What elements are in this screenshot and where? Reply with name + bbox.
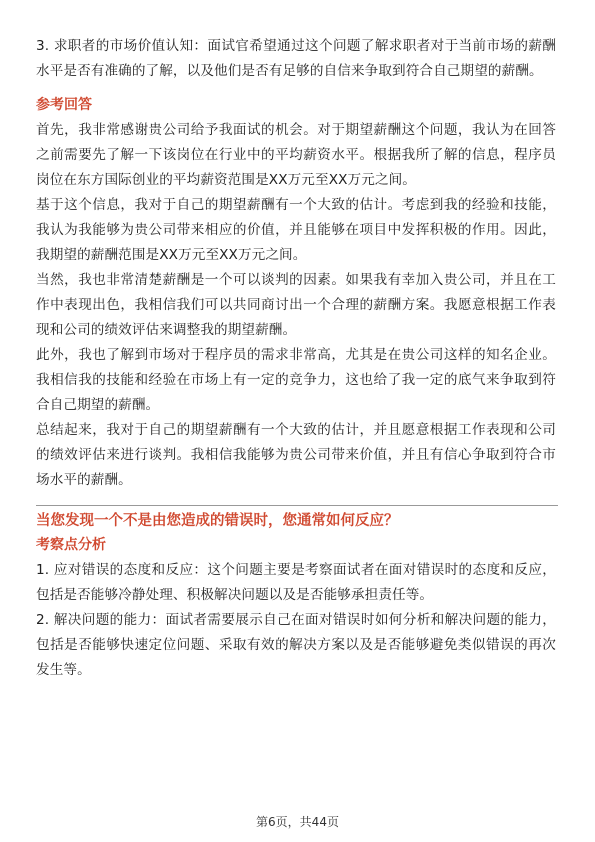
section-divider <box>36 505 558 506</box>
answer-heading: 参考回答 <box>36 97 92 113</box>
answer-paragraph-1: 首先，我非常感谢贵公司给予我面试的机会。对于期望薪酬这个问题，我认为在回答之前需要先了解一下该岗位在行业中的平均薪资水平。根据我所了解的信息，程序员岗位在东方国际创业的平均薪资范围是XX万元至XX万元之间。 <box>36 122 556 188</box>
answer-paragraph-4: 此外，我也了解到市场对于程序员的需求非常高，尤其是在贵公司这样的知名企业。我相信我的技能和经验在市场上有一定的竞争力，这也给了我一定的底气来争取到符合自己期望的薪酬。 <box>36 347 556 413</box>
answer-paragraph-3: 当然，我也非常清楚薪酬是一个可以谈判的因素。如果我有幸加入贵公司，并且在工作中表现出色，我相信我们可以共同商讨出一个合理的薪酬方案。我愿意根据工作表现和公司的绩效评估来调整我的期望薪酬。 <box>36 272 556 338</box>
analysis-point-1: 1. 应对错误的态度和反应：这个问题主要是考察面试者在面对错误时的态度和反应，包括是否能够冷静处理、积极解决问题以及是否能够承担责任等。 <box>36 562 556 603</box>
analysis-point-2: 2. 解决问题的能力：面试者需要展示自己在面对错误时如何分析和解决问题的能力，包括是否能够快速定位问题、采取有效的解决方案以及是否能够避免类似错误的再次发生等。 <box>36 612 556 678</box>
page-content <box>36 34 556 683</box>
answer-paragraph-5: 总结起来，我对于自己的期望薪酬有一个大致的估计，并且愿意根据工作表现和公司的绩效评估来进行谈判。我相信我能够为贵公司带来价值，并且有信心争取到符合市场水平的薪酬。 <box>36 422 556 488</box>
answer-paragraph-2: 基于这个信息，我对于自己的期望薪酬有一个大致的估计。考虑到我的经验和技能，我认为我能够为贵公司带来相应的价值，并且能够在项目中发挥积极的作用。因此，我期望的薪酬范围是XX万元至XX万元之间。 <box>36 197 556 263</box>
page-footer: 第6页，共44页 <box>256 815 339 829</box>
analysis-heading: 考察点分析 <box>36 537 106 553</box>
intro-point: 3. 求职者的市场价值认知：面试官希望通过这个问题了解求职者对于当前市场的薪酬水平是否有准确的了解，以及他们是否有足够的自信来争取到符合自己期望的薪酬。 <box>36 38 556 79</box>
question-title: 当您发现一个不是由您造成的错误时，您通常如何反应？ <box>36 513 399 529</box>
